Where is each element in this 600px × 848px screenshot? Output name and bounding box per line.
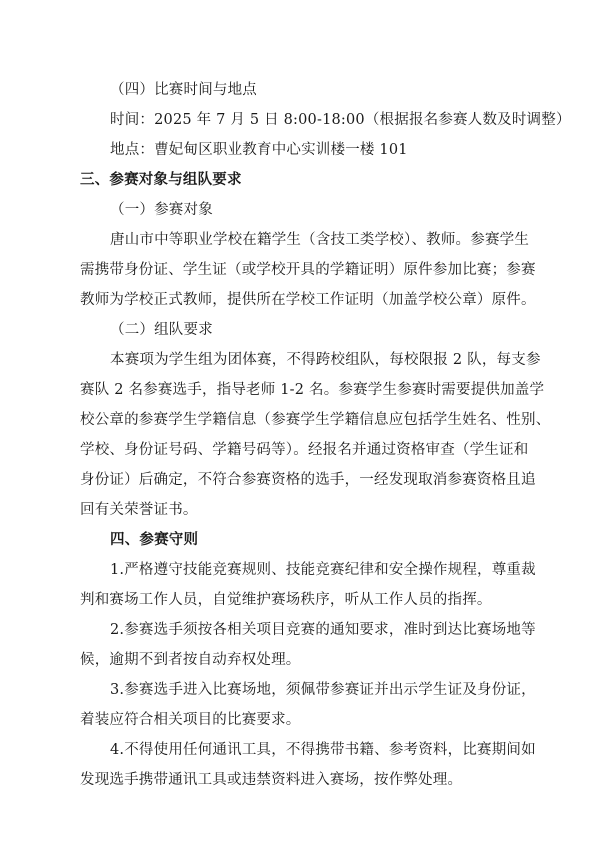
- section-three-heading: 三、参赛对象与组队要求: [80, 172, 242, 188]
- rule-line: 3.参赛选手进入比赛场地，须佩带参赛证并出示学生证及身份证，: [110, 682, 536, 698]
- rule-line: 判和赛场工作人员，自觉维护赛场秩序，听从工作人员的指挥。: [80, 592, 492, 608]
- competition-time: 时间：2025 年 7 月 5 日 8:00-18:00（根据报名参赛人数及时调整）: [110, 112, 571, 128]
- competition-place: 地点：曹妃甸区职业教育中心实训楼一楼 101: [110, 142, 408, 158]
- rule-line: 发现选手携带通讯工具或违禁资料进入赛场，按作弊处理。: [80, 772, 463, 788]
- paragraph-line: 赛队 2 名参赛选手，指导老师 1-2 名。参赛学生参赛时需要提供加盖学: [80, 382, 545, 398]
- paragraph-line: 校公章的参赛学生学籍信息（参赛学生学籍信息应包括学生姓名、性别、: [80, 412, 551, 428]
- rule-line: 2.参赛选手须按各相关项目竞赛的通知要求，准时到达比赛场地等: [110, 622, 536, 638]
- paragraph-line: 需携带身份证、学生证（或学校开具的学籍证明）原件参加比赛；参赛: [80, 262, 536, 278]
- paragraph-line: 回有关荣誉证书。: [80, 502, 198, 518]
- section-four-heading: 四、参赛守则: [110, 532, 199, 548]
- section-four-sub-heading: （四）比赛时间与地点: [110, 82, 257, 98]
- sub1-heading: （一）参赛对象: [110, 202, 213, 218]
- rule-line: 着装应符合相关项目的比赛要求。: [80, 712, 301, 728]
- paragraph-line: 本赛项为学生组为团体赛，不得跨校组队，每校限报 2 队，每支参: [110, 352, 541, 368]
- paragraph-line: 身份证）后确定，不符合参赛资格的选手，一经发现取消参赛资格且追: [80, 472, 536, 488]
- paragraph-line: 学校、身份证号码、学籍号码等）。经报名并通过资格审查（学生证和: [80, 442, 529, 458]
- paragraph-line: 教师为学校正式教师，提供所在学校工作证明（加盖学校公章）原件。: [80, 292, 536, 308]
- rule-line: 候，逾期不到者按自动弃权处理。: [80, 652, 301, 668]
- rule-line: 1.严格遵守技能竞赛规则、技能竞赛纪律和安全操作规程，尊重裁: [110, 562, 536, 578]
- sub2-heading: （二）组队要求: [110, 322, 213, 338]
- paragraph-line: 唐山市中等职业学校在籍学生（含技工类学校）、教师。参赛学生: [110, 232, 530, 248]
- rule-line: 4.不得使用任何通讯工具，不得携带书籍、参考资料，比赛期间如: [110, 742, 536, 758]
